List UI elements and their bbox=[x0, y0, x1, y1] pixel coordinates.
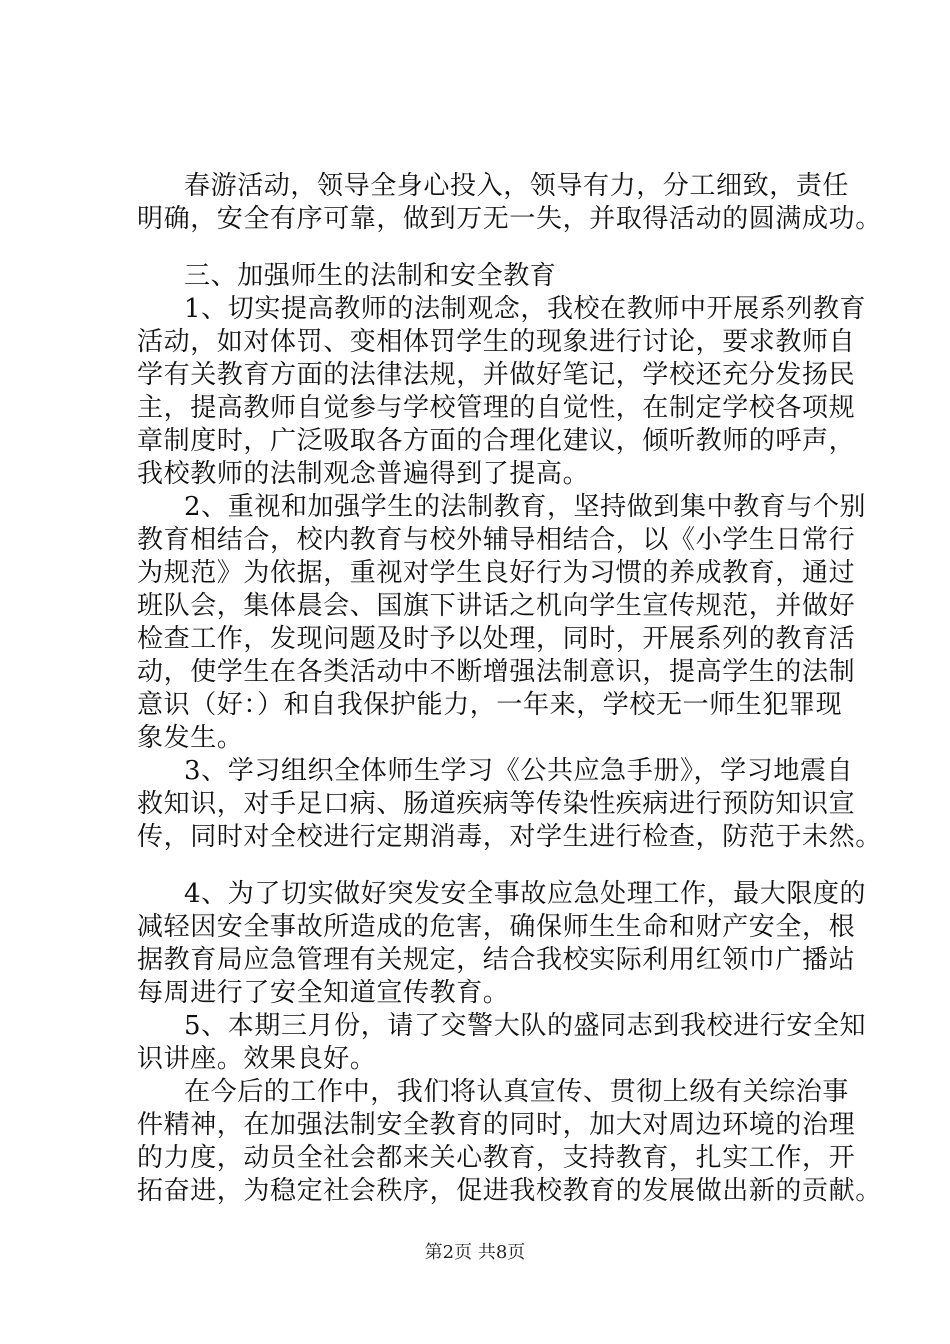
text-line: 识讲座。效果良好。 bbox=[137, 1044, 377, 1074]
section-heading: 三、加强师生的法制和安全教育 bbox=[184, 261, 557, 291]
text-line: 5、本期三月份，请了交警大队的盛同志到我校进行安全知 bbox=[184, 1011, 867, 1041]
text-line: 传，同时对全校进行定期消毒，对学生进行检查，防范于未然。 bbox=[137, 822, 882, 852]
text-line: 意识（好：）和自我保护能力，一年来，学校无一师生犯罪现 bbox=[137, 690, 843, 720]
text-line: 我校教师的法制观念普遍得到了提高。 bbox=[137, 459, 590, 489]
text-line: 每周进行了安全知道宣传教育。 bbox=[137, 978, 510, 1008]
text-line: 据教育局应急管理有关规定，结合我校实际利用红领巾广播站 bbox=[137, 945, 856, 975]
text-line: 春游活动，领导全身心投入，领导有力，分工细致，责任 bbox=[184, 171, 850, 201]
text-line: 的力度，动员全社会都来关心教育，支持教育，扎实工作，开 bbox=[137, 1143, 856, 1173]
text-line: 章制度时，广泛吸取各方面的合理化建议，倾听教师的呼声， bbox=[137, 426, 856, 456]
text-line: 件精神，在加强法制安全教育的同时，加大对周边环境的治理 bbox=[137, 1110, 856, 1140]
page-footer bbox=[0, 1242, 950, 1264]
text-line: 救知识，对手足口病、肠道疾病等传染性疾病进行预防知识宣 bbox=[137, 789, 856, 819]
text-line: 明确，安全有序可靠，做到万无一失，并取得活动的圆满成功。 bbox=[137, 204, 882, 234]
page-number: 第2页 共8页 bbox=[424, 1242, 526, 1263]
text-line: 教育相结合，校内教育与校外辅导相结合，以《小学生日常行 bbox=[137, 525, 856, 555]
text-line: 活动，如对体罚、变相体罚学生的现象进行讨论，要求教师自 bbox=[137, 327, 856, 357]
text-line: 减轻因安全事故所造成的危害，确保师生生命和财产安全，根 bbox=[137, 912, 856, 942]
text-line: 4、为了切实做好突发安全事故应急处理工作，最大限度的 bbox=[184, 879, 867, 909]
text-line: 在今后的工作中，我们将认真宣传、贯彻上级有关综治事 bbox=[184, 1077, 850, 1107]
text-line: 班队会，集体晨会、国旗下讲话之机向学生宣传规范，并做好 bbox=[137, 591, 856, 621]
text-line: 为规范》为依据，重视对学生良好行为习惯的养成教育，通过 bbox=[137, 558, 856, 588]
text-line: 主，提高教师自觉参与学校管理的自觉性，在制定学校各项规 bbox=[137, 393, 856, 423]
text-line: 检查工作，发现问题及时予以处理，同时，开展系列的教育活 bbox=[137, 624, 856, 654]
text-line: 拓奋进，为稳定社会秩序，促进我校教育的发展做出新的贡献。 bbox=[137, 1176, 882, 1206]
text-line: 象发生。 bbox=[137, 723, 244, 753]
text-line: 学有关教育方面的法律法规，并做好笔记，学校还充分发扬民 bbox=[137, 360, 856, 390]
text-line: 3、学习组织全体师生学习《公共应急手册》，学习地震自 bbox=[184, 756, 854, 786]
text-line: 2、重视和加强学生的法制教育，坚持做到集中教育与个别 bbox=[184, 492, 867, 522]
text-line: 1、切实提高教师的法制观念，我校在教师中开展系列教育 bbox=[184, 294, 867, 324]
document-body bbox=[137, 170, 882, 1208]
text-line: 动，使学生在各类活动中不断增强法制意识，提高学生的法制 bbox=[137, 657, 856, 687]
